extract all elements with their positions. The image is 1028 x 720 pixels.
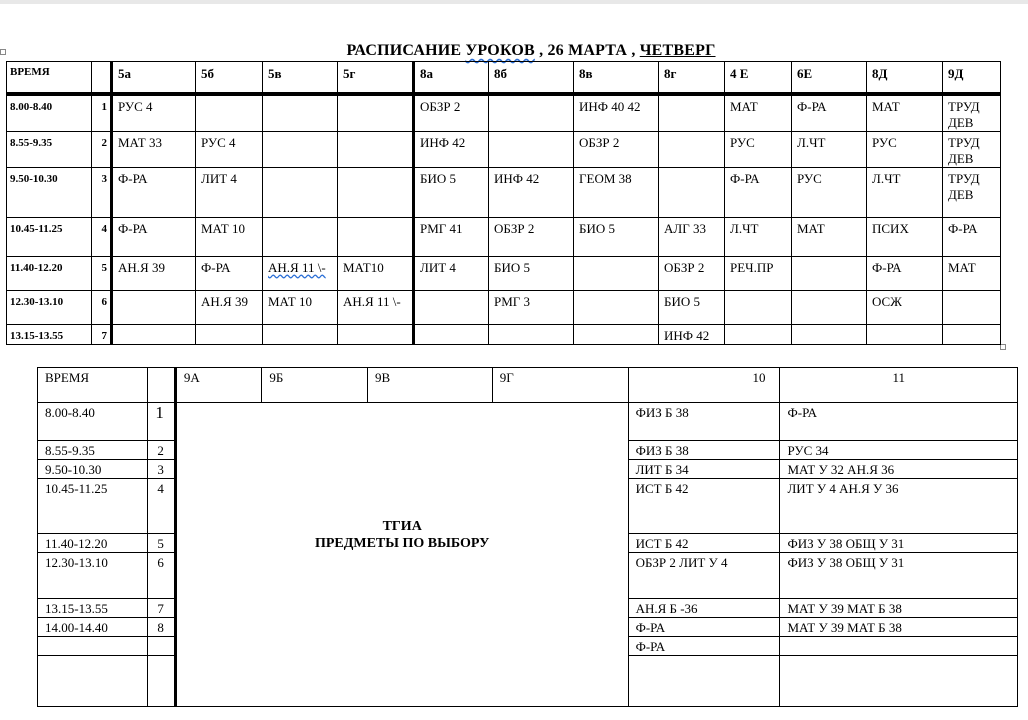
- lesson-cell: АН.Я Б -36: [628, 599, 780, 618]
- lesson-cell: Ф-РА: [943, 217, 1001, 256]
- lesson-cell: ОБЗР 2: [659, 256, 725, 290]
- lesson-cell: МАТ 10: [196, 217, 263, 256]
- lesson-cell: ФИЗ У 38 ОБЩ У 31: [780, 534, 1018, 553]
- lesson-cell: [659, 131, 725, 167]
- lesson-cell: ТРУД ДЕВ: [943, 131, 1001, 167]
- merged-subtitle: ПРЕДМЕТЫ ПО ВЫБОРУ: [314, 535, 490, 551]
- table-header-row: [7, 62, 1001, 94]
- table-row: [7, 256, 1001, 290]
- time-cell: 11.40-12.20: [7, 256, 92, 290]
- lesson-cell: ТРУД ДЕВ: [943, 94, 1001, 132]
- lesson-cell: [338, 324, 414, 344]
- lesson-number: 5: [147, 534, 175, 553]
- lesson-number: 3: [147, 460, 175, 479]
- table-row: [7, 290, 1001, 324]
- time-cell: [38, 637, 148, 656]
- time-cell: 12.30-13.10: [38, 553, 148, 599]
- lesson-cell: ФИЗ Б 38: [628, 441, 780, 460]
- lesson-cell: [943, 324, 1001, 344]
- lesson-cell: [574, 290, 659, 324]
- title-weekday: ЧЕТВЕРГ: [639, 42, 716, 59]
- lesson-number: 7: [92, 324, 112, 344]
- table-resize-handle[interactable]: [1000, 344, 1006, 350]
- lesson-cell: [867, 324, 943, 344]
- time-cell: 13.15-13.55: [7, 324, 92, 344]
- lesson-cell: [628, 656, 780, 707]
- lesson-cell: [574, 324, 659, 344]
- number-header: [147, 368, 175, 403]
- table-row: [7, 324, 1001, 344]
- lesson-cell: Ф-РА: [112, 217, 196, 256]
- lesson-cell: МАТ У 39 МАТ Б 38: [780, 599, 1018, 618]
- lesson-cell: ИНФ 42: [659, 324, 725, 344]
- lesson-cell: Ф-РА: [112, 167, 196, 217]
- merged-title: ТГИА: [382, 518, 422, 534]
- lesson-cell: ИСТ Б 42: [628, 479, 780, 534]
- lesson-cell: ОБЗР 2: [489, 217, 574, 256]
- lesson-number: 1: [147, 403, 175, 441]
- lesson-cell: ГЕОМ 38: [574, 167, 659, 217]
- lesson-cell: [112, 290, 196, 324]
- lesson-cell: ИСТ Б 42: [628, 534, 780, 553]
- title-part-3: , 26 МАРТА ,: [534, 42, 640, 59]
- lesson-cell: [338, 167, 414, 217]
- lesson-cell: Ф-РА: [792, 94, 867, 132]
- time-cell: 8.55-9.35: [7, 131, 92, 167]
- lesson-cell: ФИЗ У 38 ОБЩ У 31: [780, 553, 1018, 599]
- lesson-number: [147, 656, 175, 707]
- time-cell: 13.15-13.55: [38, 599, 148, 618]
- lesson-cell: ОСЖ: [867, 290, 943, 324]
- lesson-cell: БИО 5: [489, 256, 574, 290]
- lesson-cell: БИО 5: [659, 290, 725, 324]
- class-header: 8в: [574, 62, 659, 94]
- time-cell: 9.50-10.30: [38, 460, 148, 479]
- lesson-cell: РУС: [792, 167, 867, 217]
- lesson-cell: РУС: [725, 131, 792, 167]
- lesson-cell: АН.Я 11 \-: [338, 290, 414, 324]
- lesson-number: 2: [92, 131, 112, 167]
- lesson-cell: ПСИХ: [867, 217, 943, 256]
- table-row: [7, 167, 1001, 217]
- time-cell: 8.00-8.40: [38, 403, 148, 441]
- lesson-cell: МАТ 10: [263, 290, 338, 324]
- lesson-cell: [659, 167, 725, 217]
- lesson-number: 2: [147, 441, 175, 460]
- lesson-cell: Ф-РА: [628, 618, 780, 637]
- lesson-cell: ЛИТ У 4 АН.Я У 36: [780, 479, 1018, 534]
- time-cell: 14.00-14.40: [38, 618, 148, 637]
- lesson-cell: [780, 637, 1018, 656]
- class-header: 4 Е: [725, 62, 792, 94]
- lesson-number: 1: [92, 94, 112, 132]
- lesson-cell: [489, 324, 574, 344]
- class-header: 5в: [263, 62, 338, 94]
- lesson-cell: [574, 256, 659, 290]
- lesson-cell: МАТ: [792, 217, 867, 256]
- lesson-cell: [489, 131, 574, 167]
- time-header: ВРЕМЯ: [38, 368, 148, 403]
- lesson-cell: АН.Я 39: [112, 256, 196, 290]
- number-header: [92, 62, 112, 94]
- lesson-cell: МАТ: [725, 94, 792, 132]
- class-header: 5б: [196, 62, 263, 94]
- class-header: 9Б: [262, 368, 368, 403]
- lesson-cell: БИО 5: [574, 217, 659, 256]
- time-cell: 8.55-9.35: [38, 441, 148, 460]
- table-header-row: [38, 368, 1018, 403]
- schedule-table-main: [6, 61, 1001, 345]
- lesson-number: [147, 637, 175, 656]
- lesson-cell: [780, 656, 1018, 707]
- lesson-cell: [792, 324, 867, 344]
- lesson-cell: [263, 94, 338, 132]
- lesson-cell: ИНФ 42: [489, 167, 574, 217]
- lesson-number: 6: [147, 553, 175, 599]
- class-header: 6Е: [792, 62, 867, 94]
- lesson-number: 6: [92, 290, 112, 324]
- lesson-cell: [489, 94, 574, 132]
- table-row: [7, 217, 1001, 256]
- lesson-cell: [414, 324, 489, 344]
- class-header: 10: [628, 368, 780, 403]
- lesson-cell: РУС 4: [112, 94, 196, 132]
- class-header: 5а: [112, 62, 196, 94]
- class-header: 11: [780, 368, 1018, 403]
- lesson-cell: [338, 94, 414, 132]
- time-cell: [38, 656, 148, 707]
- lesson-number: 4: [92, 217, 112, 256]
- schedule-table-senior: [37, 367, 1018, 707]
- title-part-1: РАСПИСАНИЕ: [346, 42, 466, 59]
- lesson-cell: [263, 131, 338, 167]
- lesson-cell: [338, 131, 414, 167]
- time-cell: 12.30-13.10: [7, 290, 92, 324]
- lesson-cell: МАТ: [943, 256, 1001, 290]
- lesson-number: 7: [147, 599, 175, 618]
- time-cell: 9.50-10.30: [7, 167, 92, 217]
- lesson-cell: [196, 324, 263, 344]
- merged-exam-cell: [175, 403, 628, 707]
- class-header: 8г: [659, 62, 725, 94]
- lesson-cell: [725, 324, 792, 344]
- lesson-cell: [263, 167, 338, 217]
- lesson-cell: Л.ЧТ: [725, 217, 792, 256]
- lesson-cell: РУС: [867, 131, 943, 167]
- lesson-cell: ОБЗР 2: [574, 131, 659, 167]
- class-header: 9Д: [943, 62, 1001, 94]
- window-top-bar: [0, 0, 1028, 4]
- lesson-cell: ОБЗР 2 ЛИТ У 4: [628, 553, 780, 599]
- class-header: 8Д: [867, 62, 943, 94]
- lesson-cell: [659, 94, 725, 132]
- lesson-cell: ЛИТ 4: [196, 167, 263, 217]
- lesson-cell: [414, 290, 489, 324]
- lesson-cell: ТРУД ДЕВ: [943, 167, 1001, 217]
- lesson-cell: ИНФ 40 42: [574, 94, 659, 132]
- lesson-cell: [792, 256, 867, 290]
- lesson-cell: МАТ 33: [112, 131, 196, 167]
- lesson-cell: [196, 94, 263, 132]
- lesson-number: 5: [92, 256, 112, 290]
- lesson-cell: МАТ: [867, 94, 943, 132]
- lesson-cell: АН.Я 11 \-: [263, 256, 338, 290]
- time-cell: 10.45-11.25: [38, 479, 148, 534]
- lesson-cell: Ф-РА: [725, 167, 792, 217]
- table-row: [7, 94, 1001, 132]
- lesson-cell: РУС 4: [196, 131, 263, 167]
- lesson-number: 4: [147, 479, 175, 534]
- class-header: 9А: [175, 368, 262, 403]
- time-cell: 8.00-8.40: [7, 94, 92, 132]
- time-cell: 10.45-11.25: [7, 217, 92, 256]
- lesson-cell: РМГ 3: [489, 290, 574, 324]
- lesson-cell: Л.ЧТ: [792, 131, 867, 167]
- lesson-number: 3: [92, 167, 112, 217]
- lesson-cell: [725, 290, 792, 324]
- lesson-cell: АЛГ 33: [659, 217, 725, 256]
- lesson-cell: РМГ 41: [414, 217, 489, 256]
- lesson-cell: [943, 290, 1001, 324]
- lesson-cell: [338, 217, 414, 256]
- lesson-number: 8: [147, 618, 175, 637]
- lesson-cell: Ф-РА: [780, 403, 1018, 441]
- time-header: ВРЕМЯ: [7, 62, 92, 94]
- lesson-cell: [263, 217, 338, 256]
- time-cell: 11.40-12.20: [38, 534, 148, 553]
- class-header: 8а: [414, 62, 489, 94]
- lesson-cell: Ф-РА: [628, 637, 780, 656]
- lesson-cell: [263, 324, 338, 344]
- lesson-cell: РЕЧ.ПР: [725, 256, 792, 290]
- lesson-cell: ОБЗР 2: [414, 94, 489, 132]
- lesson-cell: МАТ У 32 АН.Я 36: [780, 460, 1018, 479]
- table-row: [38, 403, 1018, 441]
- class-header: 9В: [367, 368, 492, 403]
- lesson-cell: ЛИТ Б 34: [628, 460, 780, 479]
- lesson-cell: Л.ЧТ: [867, 167, 943, 217]
- title-word-spellcheck: УРОКОВ: [465, 42, 535, 59]
- lesson-cell: МАТ У 39 МАТ Б 38: [780, 618, 1018, 637]
- lesson-cell: [112, 324, 196, 344]
- lesson-cell: [792, 290, 867, 324]
- class-header: 5г: [338, 62, 414, 94]
- table-row: [7, 131, 1001, 167]
- lesson-cell: ИНФ 42: [414, 131, 489, 167]
- lesson-cell: МАТ10: [338, 256, 414, 290]
- lesson-cell: ФИЗ Б 38: [628, 403, 780, 441]
- lesson-cell: Ф-РА: [867, 256, 943, 290]
- page-title: [0, 42, 1028, 60]
- lesson-cell: АН.Я 39: [196, 290, 263, 324]
- lesson-cell: Ф-РА: [196, 256, 263, 290]
- lesson-cell: БИО 5: [414, 167, 489, 217]
- lesson-cell: ЛИТ 4: [414, 256, 489, 290]
- lesson-cell: РУС 34: [780, 441, 1018, 460]
- class-header: 9Г: [492, 368, 628, 403]
- class-header: 8б: [489, 62, 574, 94]
